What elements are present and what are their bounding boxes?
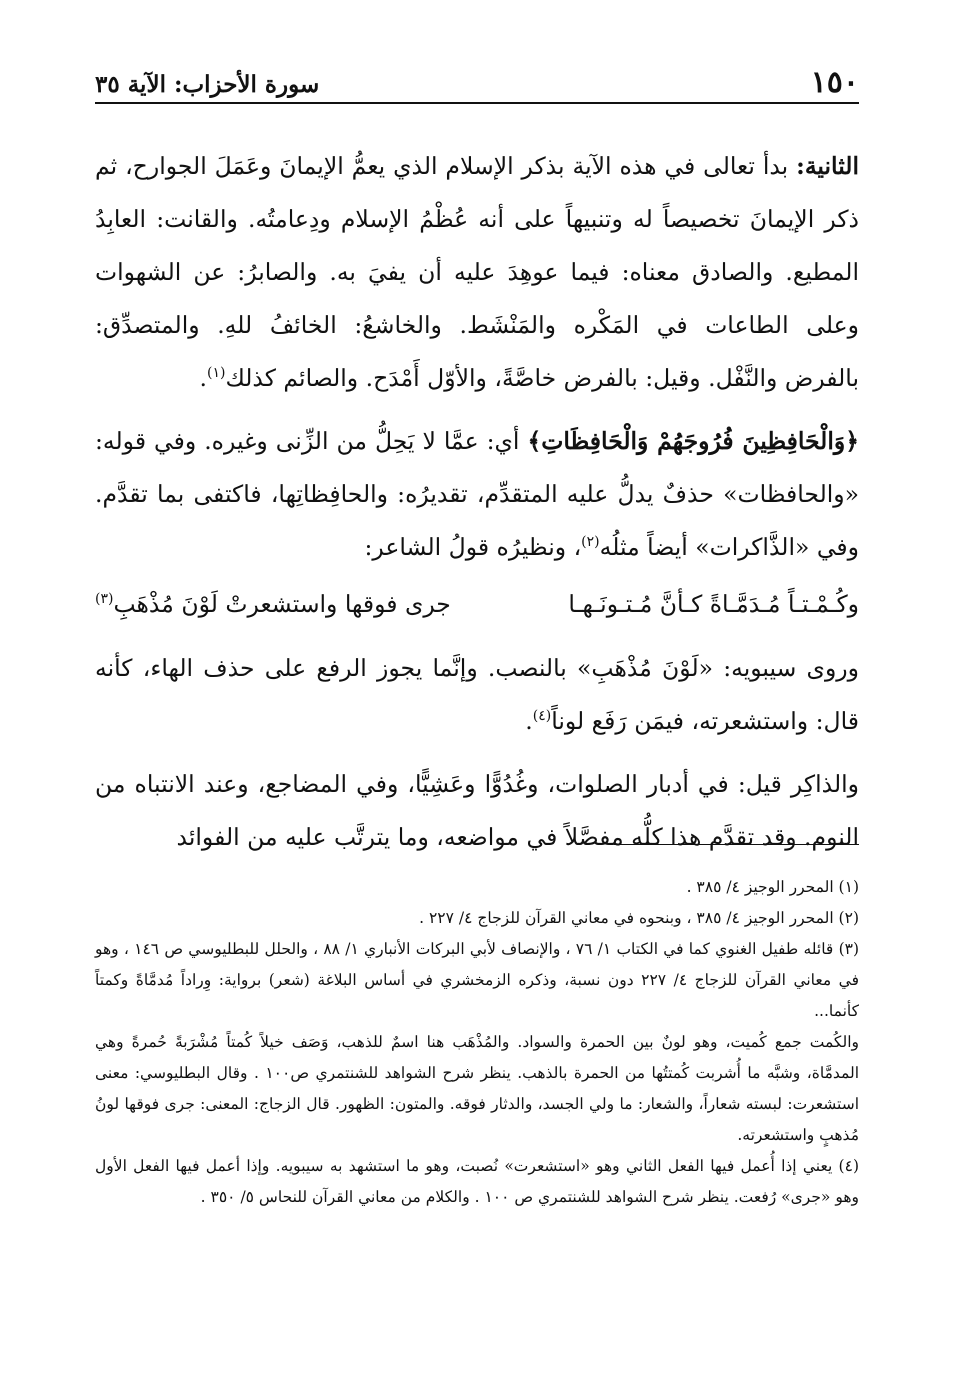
poetry-verse [95,576,859,632]
paragraph-quran-verse [95,415,859,574]
footnote-4: (٤) يعني إذا أُعمل فيها الفعل الثاني وهو «استشعرت» نُصبت، وهو ما استشهد به سيبويه. وإذا أعمل فيها الفعل الأول وهو «جرى» رُفعت. ينظر شرح الشواهد للشنتمري ص ١٠٠ . والكلام من معاني القرآن للنحاس ٥/ ٣٥٠ . [95,1157,859,1206]
main-text [95,140,859,864]
footnote-ref-1: (١) [206,365,226,382]
footnote-ref-2: (٢) [581,534,600,551]
quran-ayah: ﴿وَالْحَافِظِينَ فُرُوجَهُمْ وَالْحَافِظَاتِ﴾ [527,427,859,455]
footnote-3: (٣) قائله طفيل الغنوي كما في الكتاب ١/ ٧٦ ، والإنصاف لأبي البركات الأنباري ١/ ٨٨ ، والحلل للبطليوسي ص ١٤٦ ، وهو في معاني القرآن للزجاج ٤/ ٢٢٧ دون نسبة، وذكره الزمخشري في أساس البلاغة (شعر) برواية: وِراداً مُدمَّاةً وكمتاً كأنما... [95,940,860,1020]
verse-first-hemistich: وكُـمْـتـاً مُـدَمَّـاةً كـأنَّ مُـتـونَـهـا [568,590,859,618]
paragraph-sibawayh [95,642,859,748]
paragraph-dhakir [95,758,859,864]
running-title: سورة الأحزاب: الآية ٣٥ [95,71,320,98]
footnote-1: (١) المحرر الوجيز ٤/ ٣٨٥ . [686,878,859,896]
footnote-separator [614,844,859,845]
verse-second-text: جرى فوقها واستشعرتْ لَوْنَ مُذْهَبِ [113,590,451,618]
paragraph-text: أي: عمَّا لا يَحِلُّ من الزِّنى وغيره. وفي قوله: «والحافظات» حذفٌ يدلُّ عليه المتقدِّم، تقديرُه: والحافِظاتِها، فاكتفى بما تقدَّم. وفي «الذَّاكرات» أيضاً مثلُه [95,427,859,561]
page-header [95,58,859,104]
footnote-2: (٢) المحرر الوجيز ٤/ ٣٨٥ ، وبنحوه في معاني القرآن للزجاج ٤/ ٢٢٧ . [419,909,859,927]
paragraph-text: وروى سيبويه: «لَوْنَ مُذْهَبِ» بالنصب. وإنَّما يجوز الرفع على حذف الهاء، كأنه قال: واستشعرته، فيمَن رَفَع لوناً [95,654,859,735]
footnote-3-continued: والكُمت جمع كُميت، وهو لونٌ بين الحمرة والسواد. والمُذْهَب هنا اسمٌ للذهب، وَصَف خيلاً كُمتاً مُشْرَبةً حُمرةً وهي المدمَّاة، وشبَّه ما أُشربت كُمتتُها من الحمرة بالذهب. ينظر شرح الشواهد للشنتمري ص١٠٠ . وقال البطليوسي: معنى استشعرت: لبسته شعاراً، والشعار: ما ولي الجسد، والدثار فوقه. والمتون: الظهور. قال الزجاج: المعنى: جرى فوقها لونُ مُذهبٍ واستشعرته. [95,1033,860,1144]
verse-second-hemistich [95,576,451,632]
paragraph-text: والذاكِر قيل: في أدبار الصلوات، وغُدُوًّا وعَشِيًّا، وفي المضاجع، وعند الانتباه من النوم. وقد تقدَّم هذا كلُّه مفصَّلاً في مواضعه، وما يترتَّب عليه من الفوائد [95,770,859,851]
footnote-ref-4: (٤) [532,708,552,725]
paragraph-second-point [95,140,859,405]
footnotes [95,872,859,1213]
page-number: ١٥٠ [810,65,859,100]
paragraph-lead-word: الثانية: [796,152,859,180]
paragraph-end: . [525,707,533,735]
paragraph-text: بدأ تعالى في هذه الآية بذكر الإسلام الذي يعمُّ الإيمانَ وعَمَلَ الجوارح، ثم ذكر الإيمانَ تخصيصاً له وتنبيهاً على أنه عُظْمُ الإسلام ودِعامتُه. والقانت: العابِدُ المطيع. والصادق معناه: فيما عوهِدَ عليه أن يفيَ به. والصابرُ: عن الشهوات وعلى الطاعات في المَكْره والمَنْشَط. والخاشعُ: الخائفُ للهِ. والمتصدِّق: بالفرض والنَّفْل. وقيل: بالفرض خاصَّةً، والأوّل أَمْدَح. والصائم كذلك [95,152,859,392]
footnote-ref-3: (٣) [95,591,114,608]
paragraph-end: . [199,364,207,392]
paragraph-end: ، ونظيرُه قولُ الشاعر: [364,533,582,561]
